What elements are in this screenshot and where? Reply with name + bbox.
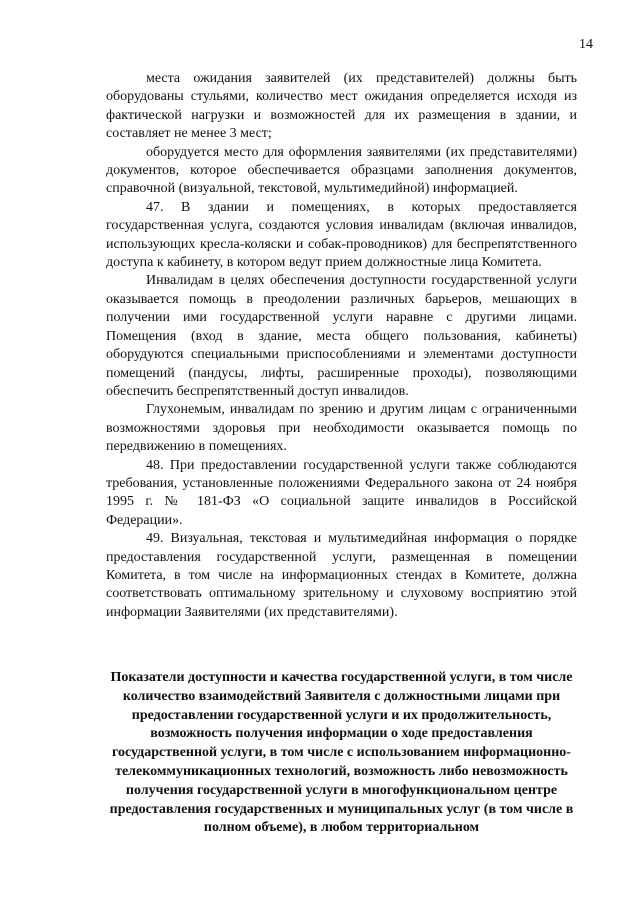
paragraph-deaf-blind-assistance: Глухонемым, инвалидам по зрению и другим лицам с ограниченными возможностями здоровья при необходимости оказывается помощь по передвижению в помещениях. <box>106 402 577 455</box>
paragraph-item-48: 48. При предоставлении государственной услуги также соблюдаются требования, установленные положениями Федерального закона от 24 ноября 1995 г. № 181-ФЗ «О социальной защите инвалидов в Российской Федерации». <box>106 457 577 528</box>
section-heading: Показатели доступности и качества государственной услуги, в том числе количество взаимодействий Заявителя с должностными лицами при предоставлении государственной услуги и их продолжительность, возможность получения информации о ходе предоставления государственной услуги, в том числе с использованием информационно-телекоммуникационных технологий, возможность либо невозможность получения государственной услуги в многофункциональном центре предоставления государственных и муниципальных услуг (в том числе в полном объеме), в любом территориальном <box>109 670 574 836</box>
paragraph-item-47: 47. В здании и помещениях, в которых предоставляется государственная услуга, создаются условия инвалидам (включая инвалидов, использующих кресла-коляски и собак-проводников) для беспрепятственного доступа к кабинету, в котором ведут прием должностные лица Комитета. <box>106 199 577 271</box>
page-number: 14 <box>579 37 593 52</box>
paragraph-item-49: 49. Визуальная, текстовая и мультимедийная информация о порядке предоставления государственной услуги, размещенная в помещении Комитета, в том числе на информационных стендах в Комитете, должна соответствовать оптимальному зрительному и слуховому восприятию этой информации Заявителями (их представителями). <box>106 531 577 620</box>
paragraph-document-place: оборудуется место для оформления заявителями (их представителями) документов, которое обеспечивается образцами заполнения документов, справочной (визуальной, текстовой, мультимедийной) информацией. <box>106 144 577 197</box>
paragraph-disabled-assistance: Инвалидам в целях обеспечения доступности государственной услуги оказывается помощь в преодолении различных барьеров, мешающих в получении ими государственной услуги наравне с другими лицами. Помещения (вход в здание, места общего пользования, кабинеты) оборудуются специальными приспособлениями и элементами доступности помещений (пандусы, лифты, расширенные проходы), позволяющими обеспечить беспрепятственный доступ инвалидов. <box>106 273 577 399</box>
body-text <box>106 70 577 622</box>
paragraph-waiting-seats: места ожидания заявителей (их представителей) должны быть оборудованы стульями, количество мест ожидания определяется исходя из фактической нагрузки и возможностей для их размещения в здании, и составляет не менее 3 мест; <box>106 71 577 142</box>
